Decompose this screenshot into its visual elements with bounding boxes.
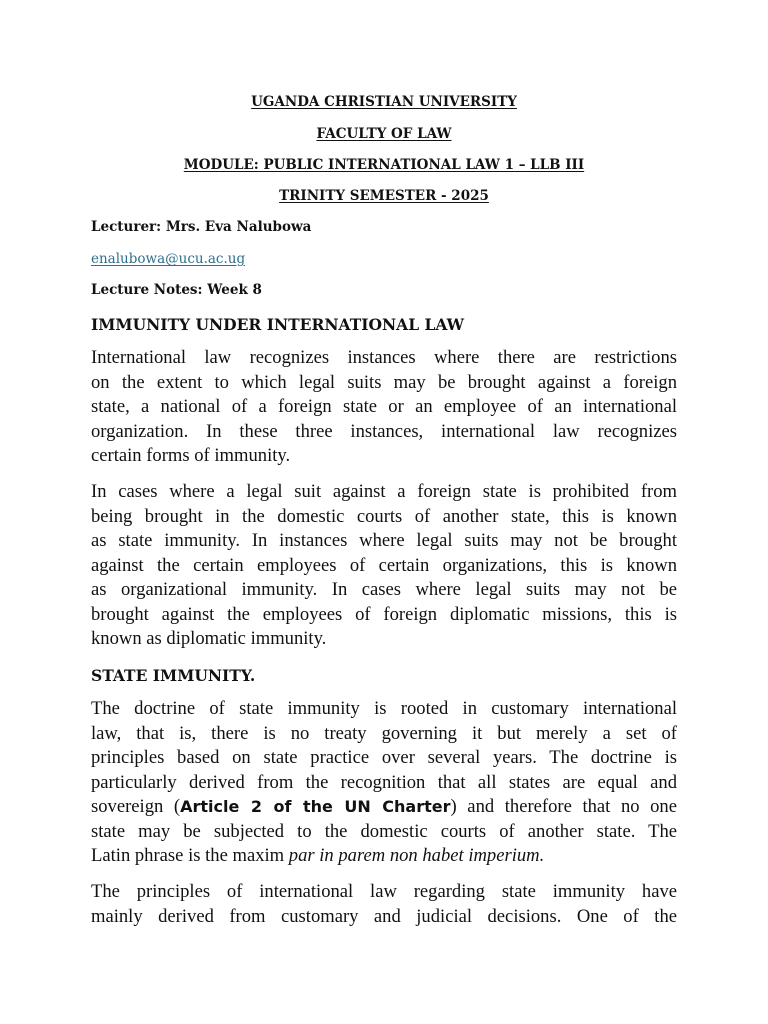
article-reference: Article 2 of the UN Charter <box>180 797 451 816</box>
paragraph-line: being brought in the domestic courts of another state, this is known <box>91 505 677 527</box>
lecturer-email-link[interactable]: enalubowa@ucu.ac.ug <box>91 251 246 267</box>
paragraph-line: known as diplomatic immunity. <box>91 628 327 649</box>
paragraph-line: The doctrine of state immunity is rooted in customary international <box>91 698 677 719</box>
paragraph-line: against the certain employees of certain organizations, this is known <box>91 554 677 576</box>
paragraph-line: mainly derived from customary and judicial decisions. One of the <box>91 905 677 927</box>
paragraph-line: state, a national of a foreign state or an employee of an international <box>91 396 677 417</box>
paragraph-line: law, that is, there is no treaty governing it but merely a set of <box>91 722 677 744</box>
text-span: sovereign ( <box>91 796 181 817</box>
text-span: Latin phrase is the maxim <box>91 845 289 866</box>
paragraph-state-immunity-sources <box>91 880 677 929</box>
latin-maxim: par in parem non habet imperium. <box>288 845 545 866</box>
paragraph-line: on the extent to which legal suits may be brought against a foreign <box>91 371 677 393</box>
paragraph-line: state may be subjected to the domestic courts of another state. The <box>91 820 677 842</box>
paragraph-line: In cases where a legal suit against a foreign state is prohibited from <box>91 481 677 502</box>
paragraph-intro <box>91 346 677 469</box>
section-heading-state-immunity: STATE IMMUNITY. <box>91 666 256 685</box>
lecturer-line: Lecturer: Mrs. Eva Nalubowa <box>91 219 312 235</box>
paragraph-line: particularly derived from the recognition that all states are equal and <box>91 771 677 793</box>
text-span: ) and therefore that no one <box>450 796 677 817</box>
paragraph-immunity-types <box>91 480 677 652</box>
paragraph-line: as organizational immunity. In cases where legal suits may not be <box>91 579 677 600</box>
university-title: UGANDA CHRISTIAN UNIVERSITY <box>251 94 517 110</box>
paragraph-line <box>91 844 677 869</box>
lecture-notes-line: Lecture Notes: Week 8 <box>91 282 262 298</box>
module-title: MODULE: PUBLIC INTERNATIONAL LAW 1 – LLB III <box>183 157 585 173</box>
semester-title: TRINITY SEMESTER - 2025 <box>279 188 489 204</box>
paragraph-line: principles based on state practice over several years. The doctrine is <box>91 747 677 768</box>
paragraph-line: as state immunity. In instances where legal suits may not be brought <box>91 530 677 551</box>
paragraph-line: organization. In these three instances, international law recognizes <box>91 420 677 442</box>
paragraph-line <box>91 795 677 820</box>
paragraph-line: The principles of international law regarding state immunity have <box>91 881 677 902</box>
paragraph-line: certain forms of immunity. <box>91 445 291 466</box>
paragraph-line: brought against the employees of foreign diplomatic missions, this is <box>91 603 677 625</box>
paragraph-state-immunity-doctrine <box>91 697 677 869</box>
faculty-title: FACULTY OF LAW <box>316 126 452 142</box>
section-heading-immunity: IMMUNITY UNDER INTERNATIONAL LAW <box>91 315 465 334</box>
paragraph-line: International law recognizes instances where there are restrictions <box>91 347 677 368</box>
